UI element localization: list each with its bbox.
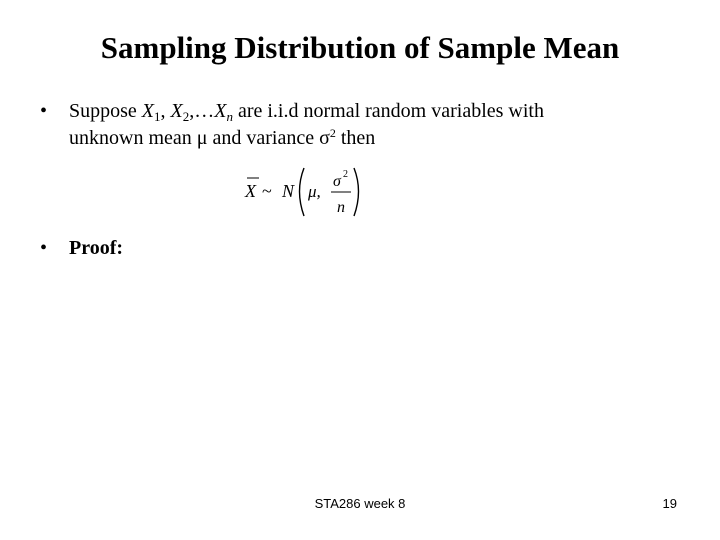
proof-label: Proof:	[69, 237, 124, 259]
text-fragment: Suppose	[69, 100, 142, 122]
formula-x: X	[245, 181, 256, 201]
text-fragment: ,…	[189, 100, 215, 122]
left-paren	[300, 168, 305, 216]
bullet-line-2	[69, 126, 375, 150]
footer-course-label: STA286 week 8	[314, 496, 406, 511]
bullet-marker: •	[40, 237, 48, 259]
formula-denominator-n: n	[337, 199, 345, 216]
variable-xn: X	[214, 100, 227, 122]
bullet-item-proof	[40, 236, 240, 262]
formula-sigma: σ	[333, 173, 341, 190]
formula-tilde: ~	[262, 181, 272, 201]
bullet-item-suppose	[40, 99, 640, 159]
formula-n-dist: N	[282, 181, 295, 201]
distribution-formula	[238, 160, 368, 222]
footer-page-number: 19	[662, 496, 677, 511]
formula-sigma-exponent: 2	[343, 169, 348, 180]
bullet-line-1	[69, 99, 544, 123]
text-fragment: unknown mean μ and variance σ	[69, 127, 330, 149]
text-fragment: are i.i.d normal random variables with	[232, 100, 544, 122]
subscript-n: n	[226, 109, 233, 124]
subscript-2: 2	[182, 109, 190, 124]
bullet-marker: •	[40, 100, 48, 122]
right-paren	[354, 168, 359, 216]
variable-x1: X	[141, 100, 155, 122]
text-fragment: then	[335, 127, 376, 149]
subscript-1: 1	[154, 109, 161, 124]
slide-title: Sampling Distribution of Sample Mean	[100, 30, 620, 65]
text-fragment: ,	[160, 100, 171, 122]
formula-mu: μ,	[308, 182, 321, 201]
superscript-2: 2	[329, 126, 336, 140]
variable-x2: X	[170, 100, 183, 122]
